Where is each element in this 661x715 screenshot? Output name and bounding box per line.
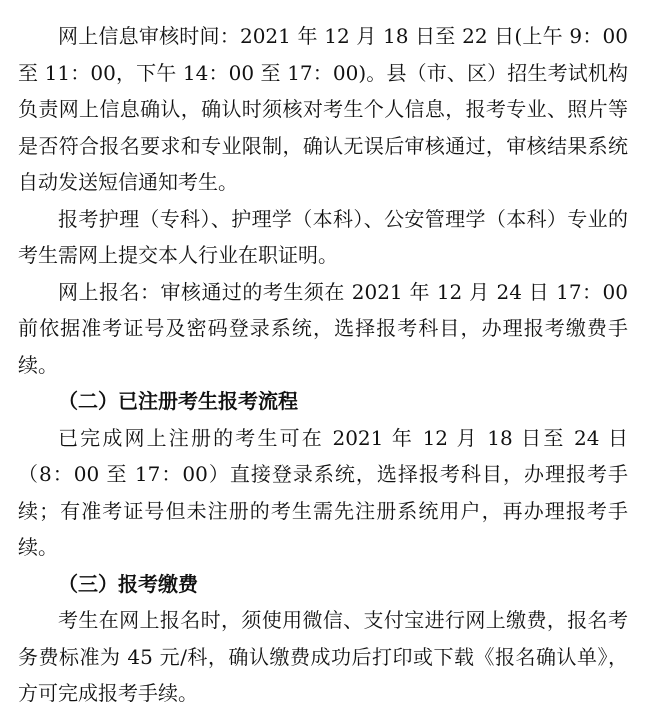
section-heading-payment: （三）报考缴费 bbox=[58, 571, 198, 596]
paragraph-employment-proof: 报考护理（专科）、护理学（本科）、公安管理学（本科）专业的考生需网上提交本人行业在职证明。 bbox=[18, 206, 628, 267]
paragraph-payment: 考生在网上报名时，须使用微信、支付宝进行网上缴费，报名考务费标准为 45 元/科，确认缴费成功后打印或下载《报名确认单》，方可完成报考手续。 bbox=[18, 608, 628, 705]
document-body bbox=[18, 18, 628, 712]
paragraph-registered-process: 已完成网上注册的考生可在 2021 年 12 月 18 日至 24 日（8：00 至 17：00）直接登录系统，选择报考科目，办理报考手续；有准考证号但未注册的考生需先注册系统用户，再办理报考手续。 bbox=[18, 425, 628, 559]
paragraph-online-registration: 网上报名：审核通过的考生须在 2021 年 12 月 24 日 17：00 前依据准考证号及密码登录系统，选择报考科目，办理报考缴费手续。 bbox=[18, 279, 628, 377]
paragraph-review-time: 网上信息审核时间：2021 年 12 月 18 日至 22 日(上午 9：00 至 11：00，下午 14：00 至 17：00)。县（市、区）招生考试机构负责网上信息确认，确认时须核对考生个人信息，报考专业、照片等是否符合报名要求和专业限制，确认无误后审核通过，审核结果系统自动发送短信通知考生。 bbox=[18, 24, 628, 194]
section-heading-registered-process: （二）已注册考生报考流程 bbox=[58, 389, 298, 413]
